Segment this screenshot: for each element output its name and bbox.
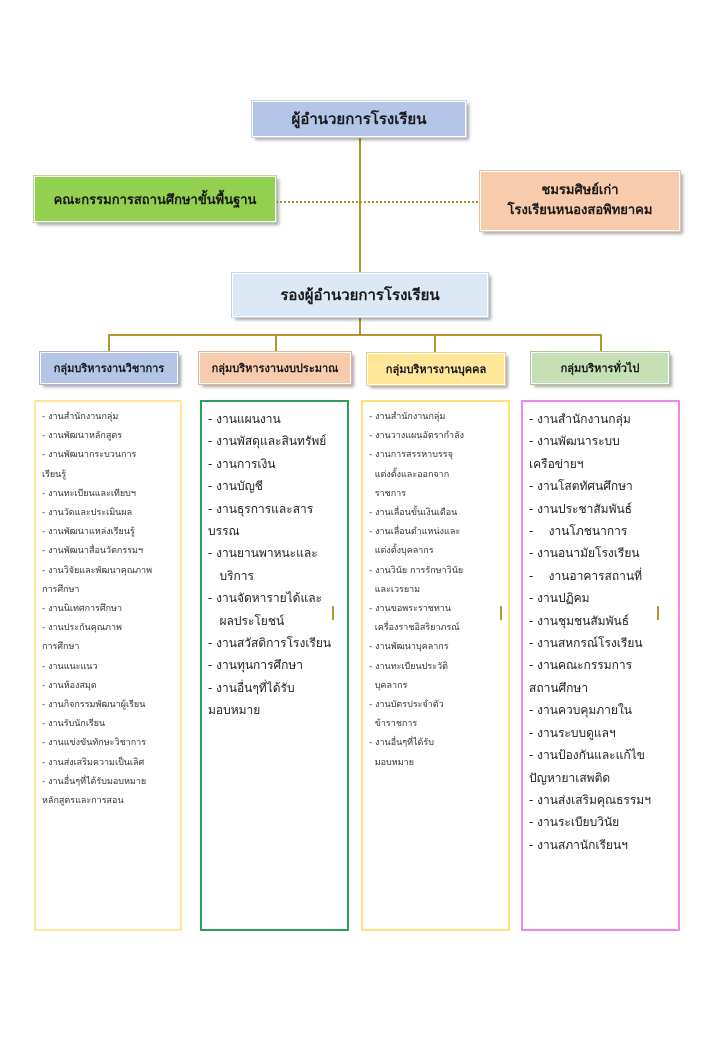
academic-group-title: กลุ่มบริหารงานวิชาการ — [53, 362, 165, 375]
list-item: - งานจัดหารายได้และ — [208, 591, 322, 606]
list-item: - งานส่งเสริมคุณธรรมฯ — [529, 792, 651, 807]
connector-general — [600, 334, 602, 352]
list-item: - งานพัฒนาแหล่งเรียนรู้ — [42, 527, 135, 538]
list-item: แต่งตั้งบุคลากร — [369, 546, 434, 557]
director-label: ผู้อำนวยการโรงเรียน — [291, 110, 427, 128]
list-item: - งานขอพระราชทาน — [369, 604, 452, 615]
deputy-director-label: รองผู้อำนวยการโรงเรียน — [280, 286, 440, 304]
list-item: เครือข่ายฯ — [529, 456, 584, 471]
general-task-list — [521, 400, 680, 931]
list-item: - งานการสรรหาบรรจุ — [369, 450, 453, 461]
budget-task-list — [200, 400, 349, 931]
list-item: - งานแผนงาน — [208, 412, 281, 426]
school-board-box — [34, 176, 276, 222]
list-item: - งานการเงิน — [208, 456, 276, 471]
list-item: บุคลากร — [369, 680, 408, 691]
list-item: - งานอาคารสถานที่ — [529, 568, 642, 583]
list-item: - งานพัฒนากระบวนการ — [42, 450, 137, 461]
connector-board-alumni — [276, 201, 482, 203]
budget-list-marker — [332, 606, 334, 620]
list-item: - งานสำนักงานกลุ่ม — [529, 412, 631, 426]
list-item: ข้าราชการ — [369, 719, 418, 730]
personnel-group-title: กลุ่มบริหารงานบุคคล — [385, 363, 487, 376]
general-group-title: กลุ่มบริหารทั่วไป — [560, 362, 640, 375]
list-item: - งานแข่งขันทักษะวิชาการ — [42, 738, 147, 749]
list-item: - งานสำนักงานกลุ่ม — [369, 412, 446, 422]
deputy-director-box — [232, 273, 488, 317]
list-item: - งานสวัสดิการโรงเรียน — [208, 636, 332, 651]
list-item: - งานห้องสมุด — [42, 680, 97, 691]
alumni-club-line2: โรงเรียนหนองสอพิทยาคม — [507, 203, 653, 218]
list-item: - งานพัฒนาหลักสูตร — [42, 431, 123, 442]
list-item: เครื่องราชอิสริยาภรณ์ — [369, 623, 460, 634]
budget-group-header — [199, 352, 351, 384]
list-item: - งานระบบดูแลฯ — [529, 725, 616, 740]
list-item: สถานศึกษา — [529, 680, 589, 695]
list-item: - งานทะเบียนและเทียบฯ — [42, 488, 136, 499]
connector-budget — [275, 334, 277, 352]
academic-task-list — [34, 400, 182, 931]
list-item: - งานวินัย การรักษาวินัย — [369, 565, 464, 576]
list-item: - งานประกันคุณภาพ — [42, 623, 122, 634]
list-item: มอบหมาย — [369, 757, 414, 768]
connector-groups-bar — [108, 334, 602, 336]
list-item: บรรณ — [208, 524, 240, 539]
personnel-list-marker — [500, 606, 502, 620]
list-item: - งานบัตรประจำตัว — [369, 700, 444, 711]
list-item: มอบหมาย — [208, 703, 261, 718]
list-item: - งานชุมชนสัมพันธ์ — [529, 613, 630, 628]
list-item: - งานอื่นๆที่ได้รับ — [369, 738, 434, 749]
list-item: - งานรับนักเรียน — [42, 719, 106, 730]
list-item: ผลประโยชน์ — [208, 613, 285, 628]
list-item: - งานทะเบียนประวัติ — [369, 661, 448, 672]
list-item: - งานพัสดุและสินทรัพย์ — [208, 434, 327, 449]
connector-personnel — [434, 334, 436, 354]
list-item: แต่งตั้งและออกจาก — [369, 469, 450, 480]
list-item: การศึกษา — [42, 642, 80, 653]
list-item: - งานอื่นๆที่ได้รับ — [208, 680, 295, 695]
list-item: - งานโภชนาการ — [529, 524, 628, 539]
list-item: ราชการ — [369, 488, 407, 499]
personnel-group-header — [367, 353, 505, 385]
list-item: - งานพัฒนาสื่อนวัตกรรมฯ — [42, 546, 144, 557]
list-item: - งานควบคุมภายใน — [529, 703, 633, 718]
list-item: - งานเลื่อนตำแหน่งและ — [369, 527, 461, 538]
list-item: - งานกิจกรรมพัฒนาผู้เรียน — [42, 700, 146, 711]
list-item: ปัญหายาเสพติด — [529, 770, 611, 785]
director-box — [252, 101, 466, 137]
list-item: - งานอื่นๆที่ได้รับมอบหมาย — [42, 776, 147, 787]
list-item: - งานพัฒนาบุคลากร — [369, 642, 449, 653]
connector-director-deputy — [359, 136, 361, 274]
list-item: - งานเลื่อนขั้นเงินเดือน — [369, 508, 458, 519]
general-group-header — [531, 352, 669, 384]
list-item: การศึกษา — [42, 584, 80, 595]
list-item: - งานป้องกันและแก้ไข — [529, 748, 645, 763]
list-item: - งานพัฒนาระบบ — [529, 434, 620, 449]
list-item: - งานทุนการศึกษา — [208, 658, 304, 673]
list-item: - งานสภานักเรียนฯ — [529, 837, 628, 852]
connector-academic — [108, 334, 110, 352]
list-item: - งานแนะแนว — [42, 661, 98, 672]
list-item: - งานระเบียบวินัย — [529, 815, 620, 830]
list-item: - งานนิเทศการศึกษา — [42, 604, 123, 615]
list-item: หลักสูตรและการสอน — [42, 796, 124, 807]
list-item: - งานโสตทัศนศึกษา — [529, 479, 633, 494]
academic-group-header — [40, 352, 178, 384]
list-item: เรียนรู้ — [42, 469, 67, 480]
list-item: บริการ — [208, 568, 254, 583]
list-item: - งานส่งเสริมความเป็นเลิศ — [42, 757, 145, 768]
list-item: - งานประชาสัมพันธ์ — [529, 501, 633, 516]
list-item: - งานวางแผนอัตรากำลัง — [369, 431, 464, 442]
list-item: - งานคณะกรรมการ — [529, 658, 633, 673]
alumni-club-line1: ชมรมศิษย์เก่า — [541, 183, 619, 198]
list-item: - งานยานพาหนะและ — [208, 546, 318, 561]
list-item: - งานวัดและประเมินผล — [42, 508, 133, 519]
list-item: - งานธุรการและสาร — [208, 501, 314, 516]
alumni-club-box — [480, 171, 680, 231]
list-item: - งานสหกรณ์โรงเรียน — [529, 636, 643, 651]
school-board-label: คณะกรรมการสถานศึกษาขั้นพื้นฐาน — [53, 192, 257, 208]
personnel-task-list — [361, 400, 510, 931]
budget-group-title: กลุ่มบริหารงานงบประมาณ — [211, 362, 339, 375]
list-item: และเวรยาม — [369, 584, 421, 595]
list-item: - งานปฏิคม — [529, 591, 590, 606]
list-item: - งานบัญชี — [208, 479, 263, 494]
general-list-marker — [657, 606, 659, 620]
list-item: - งานวิจัยและพัฒนาคุณภาพ — [42, 565, 153, 576]
list-item: - งานอนามัยโรงเรียน — [529, 546, 640, 561]
list-item: - งานสำนักงานกลุ่ม — [42, 412, 119, 422]
